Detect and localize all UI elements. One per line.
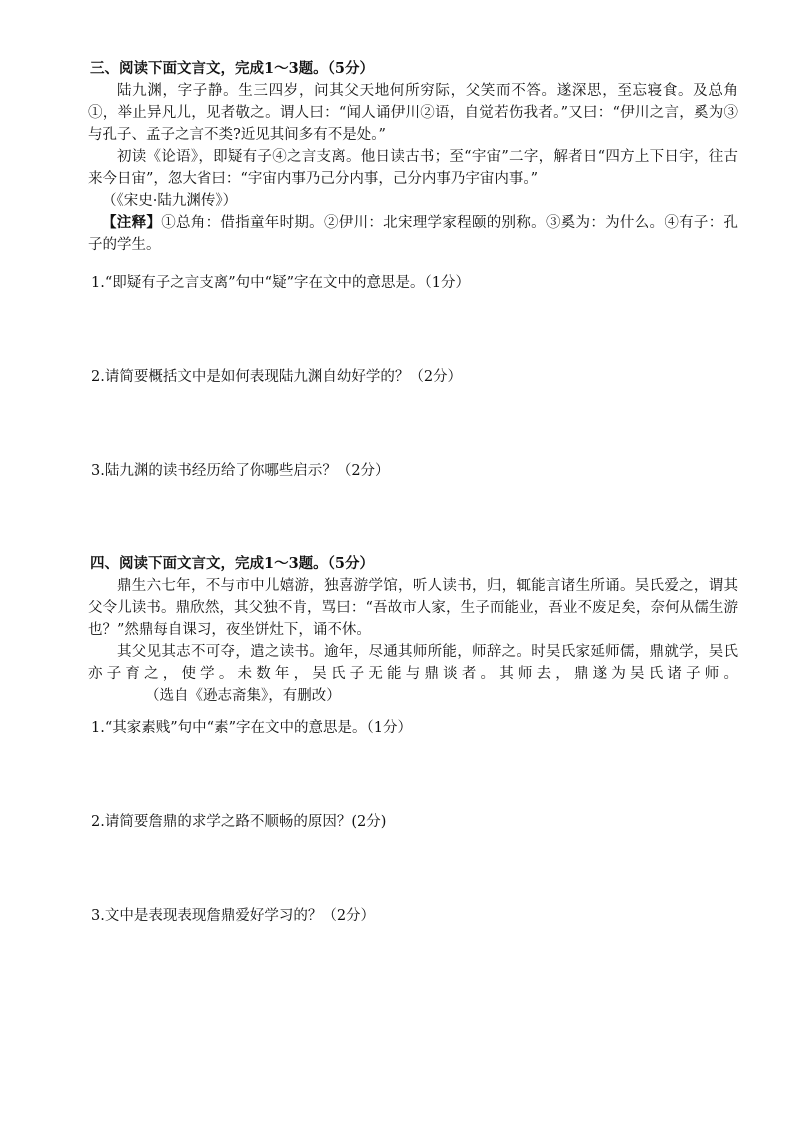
section-3-question-1: 1.“即疑有子之言支离”句中“疑”字在文中的意思是。（1分） [91,275,470,291]
notes-label: 【注释】 [102,214,162,231]
section-3-question-3: 3.陆九渊的读书经历给了你哪些启示？（2分） [91,463,390,479]
section-4-heading: 四、阅读下面文言文，完成1～3题。（5分） [90,555,375,572]
notes-text: ①总角：借指童年时期。②伊川：北宋理学家程颐的别称。③奚为：为什么。④有子：孔子的学生。 [88,215,739,253]
section-3-source: （《宋史·陆九渊传》） [102,193,238,209]
section-4-paragraph-1: 鼎生六七年，不与市中儿嬉游，独喜游学馆，听人读书，归，辄能言诸生所诵。吴氏爱之，谓其父令儿读书。鼎欣然，其父独不肯，骂曰：“吾故市人家，生子而能业，吾业不废足矣，奈何从儒生游也？”然鼎每自课习，夜坐饼灶下，诵不休。 [88,578,738,638]
reading-section-3 [88,58,738,256]
section-3-question-2: 2.请简要概括文中是如何表现陆九渊自幼好学的？（2分） [91,369,463,385]
section-4-source: （选自《逊志斋集》，有删改） [145,688,341,704]
section-4-paragraph-2 [88,641,738,707]
section-3-notes [88,212,738,256]
section-3-paragraph-1: 陆九渊，字子静。生三四岁，问其父天地何所穷际，父笑而不答。遂深思，至忘寝食。及总角①，举止异凡儿，见者敬之。谓人曰：“闻人诵伊川②语，自觉若伤我者。”又曰：“伊川之言，奚为③与孔子、孟子之言不类?近见其间多有不是处。” [88,83,738,143]
reading-section-4 [88,553,738,707]
section-3-heading: 三、阅读下面文言文，完成1～3题。（5分） [90,60,375,77]
section-4-question-1: 1.“其家素贱”句中“素”字在文中的意思是。（1分） [91,720,412,736]
section-4-question-2: 2.请简要詹鼎的求学之路不顺畅的原因？(2分) [91,814,387,830]
section-4-question-3: 3.文中是表现表现詹鼎爱好学习的？（2分） [91,908,376,924]
section-4-paragraph-2-text: 其父见其志不可夺，遣之读书。逾年，尽通其师所能，师辞之。时吴氏家延师儒，鼎就学，吴氏亦子育之，使学。未数年，吴氏子无能与鼎谈者。其师去，鼎遂为吴氏诸子师。 [88,644,738,682]
section-3-paragraph-2: 初读《论语》，即疑有子④之言支离。他日读古书；至“宇宙”二字，解者日“四方上下日宇，往古来今日宙”，忽大省曰：“宇宙内事乃己分内事，己分内事乃宇宙内事。” [88,149,738,187]
